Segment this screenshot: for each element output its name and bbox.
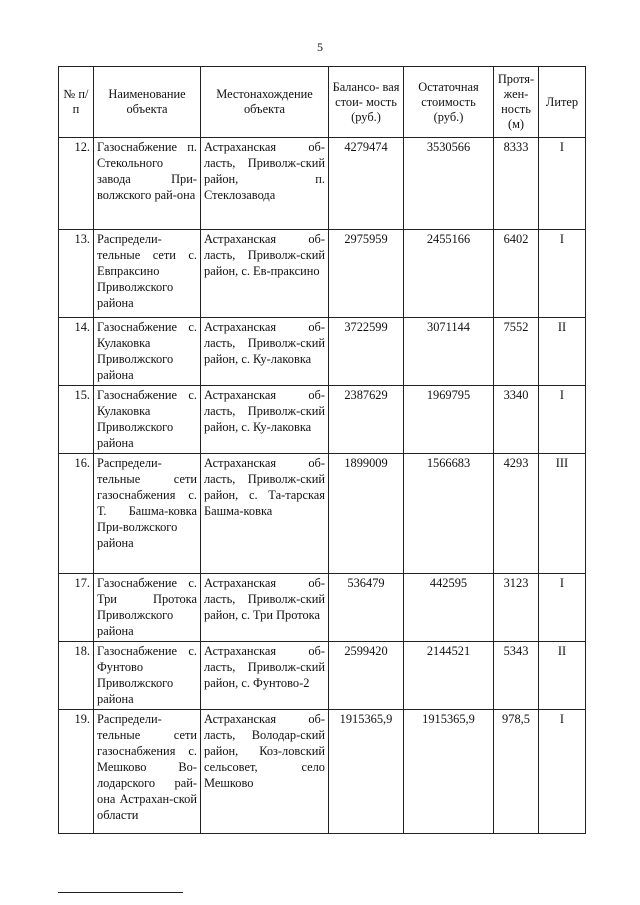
table-row xyxy=(59,574,586,642)
cell-balance: 1899009 xyxy=(329,454,404,574)
table-row xyxy=(59,230,586,318)
cell-liter: I xyxy=(539,138,586,230)
cell-num: 13. xyxy=(59,230,94,318)
cell-liter: I xyxy=(539,574,586,642)
cell-num: 16. xyxy=(59,454,94,574)
cell-location: Астраханская об-ласть, Приволж-ский район, с. Ку-лаковка xyxy=(201,386,329,454)
cell-balance: 1915365,9 xyxy=(329,710,404,834)
cell-name: Газоснабжение с. Кулаковка Приволжского района xyxy=(94,386,201,454)
header-location: Местонахождение объекта xyxy=(201,67,329,138)
cell-liter: II xyxy=(539,318,586,386)
header-liter: Литер xyxy=(539,67,586,138)
header-residual: Остаточная стоимость (руб.) xyxy=(404,67,494,138)
cell-residual: 442595 xyxy=(404,574,494,642)
cell-num: 12. xyxy=(59,138,94,230)
cell-balance: 2387629 xyxy=(329,386,404,454)
cell-residual: 2455166 xyxy=(404,230,494,318)
cell-liter: I xyxy=(539,386,586,454)
cell-length: 8333 xyxy=(494,138,539,230)
table-header-row xyxy=(59,67,586,138)
header-num: № п/п xyxy=(59,67,94,138)
cell-num: 19. xyxy=(59,710,94,834)
header-name: Наименование объекта xyxy=(94,67,201,138)
cell-num: 15. xyxy=(59,386,94,454)
cell-residual: 3530566 xyxy=(404,138,494,230)
cell-length: 7552 xyxy=(494,318,539,386)
cell-balance: 4279474 xyxy=(329,138,404,230)
property-table xyxy=(58,66,586,834)
table-row xyxy=(59,138,586,230)
cell-length: 3123 xyxy=(494,574,539,642)
cell-num: 17. xyxy=(59,574,94,642)
cell-location: Астраханская об-ласть, Приволж-ский район, с. Фунтово-2 xyxy=(201,642,329,710)
cell-name: Распредели-тельные сети газоснабжения с. Мешково Во-лодарского рай-она Астрахан-ской области xyxy=(94,710,201,834)
cell-length: 3340 xyxy=(494,386,539,454)
cell-location: Астраханская об-ласть, Приволж-ский район, с. Три Протока xyxy=(201,574,329,642)
cell-balance: 2599420 xyxy=(329,642,404,710)
cell-residual: 2144521 xyxy=(404,642,494,710)
cell-location: Астраханская об-ласть, Приволж-ский район, с. Та-тарская Башма-ковка xyxy=(201,454,329,574)
cell-num: 18. xyxy=(59,642,94,710)
cell-liter: III xyxy=(539,454,586,574)
cell-location: Астраханская об-ласть, Володар-ский район, Коз-ловский сельсовет, село Мешково xyxy=(201,710,329,834)
cell-name: Газоснабжение с. Кулаковка Приволжского района xyxy=(94,318,201,386)
cell-name: Газоснабжение с. Три Протока Приволжского района xyxy=(94,574,201,642)
cell-liter: I xyxy=(539,230,586,318)
cell-length: 5343 xyxy=(494,642,539,710)
cell-length: 6402 xyxy=(494,230,539,318)
cell-liter: I xyxy=(539,710,586,834)
table-row xyxy=(59,318,586,386)
header-balance: Балансо- вая стои- мость (руб.) xyxy=(329,67,404,138)
table-row xyxy=(59,386,586,454)
cell-location: Астраханская об-ласть, Приволж-ский район, с. Ку-лаковка xyxy=(201,318,329,386)
cell-name: Распредели-тельные сети газоснабжения с. Т. Башма-ковка При-волжского района xyxy=(94,454,201,574)
cell-location: Астраханская об-ласть, Приволж-ский район, с. Ев-праксино xyxy=(201,230,329,318)
table-row xyxy=(59,710,586,834)
cell-residual: 1969795 xyxy=(404,386,494,454)
cell-residual: 1915365,9 xyxy=(404,710,494,834)
page-number: 5 xyxy=(317,40,323,54)
cell-num: 14. xyxy=(59,318,94,386)
table-row xyxy=(59,642,586,710)
cell-residual: 1566683 xyxy=(404,454,494,574)
cell-name: Газоснабжение п. Стекольного завода При-волжского рай-она xyxy=(94,138,201,230)
header-length: Протя- жен- ность (м) xyxy=(494,67,539,138)
cell-balance: 2975959 xyxy=(329,230,404,318)
cell-residual: 3071144 xyxy=(404,318,494,386)
cell-length: 978,5 xyxy=(494,710,539,834)
cell-name: Распредели-тельные сети с. Евпраксино Приволжского района xyxy=(94,230,201,318)
cell-liter: II xyxy=(539,642,586,710)
footnote-divider xyxy=(58,892,183,893)
cell-name: Газоснабжение с. Фунтово Приволжского района xyxy=(94,642,201,710)
table-row xyxy=(59,454,586,574)
cell-length: 4293 xyxy=(494,454,539,574)
cell-balance: 536479 xyxy=(329,574,404,642)
cell-balance: 3722599 xyxy=(329,318,404,386)
cell-location: Астраханская об-ласть, Приволж-ский район, п. Стеклозавода xyxy=(201,138,329,230)
